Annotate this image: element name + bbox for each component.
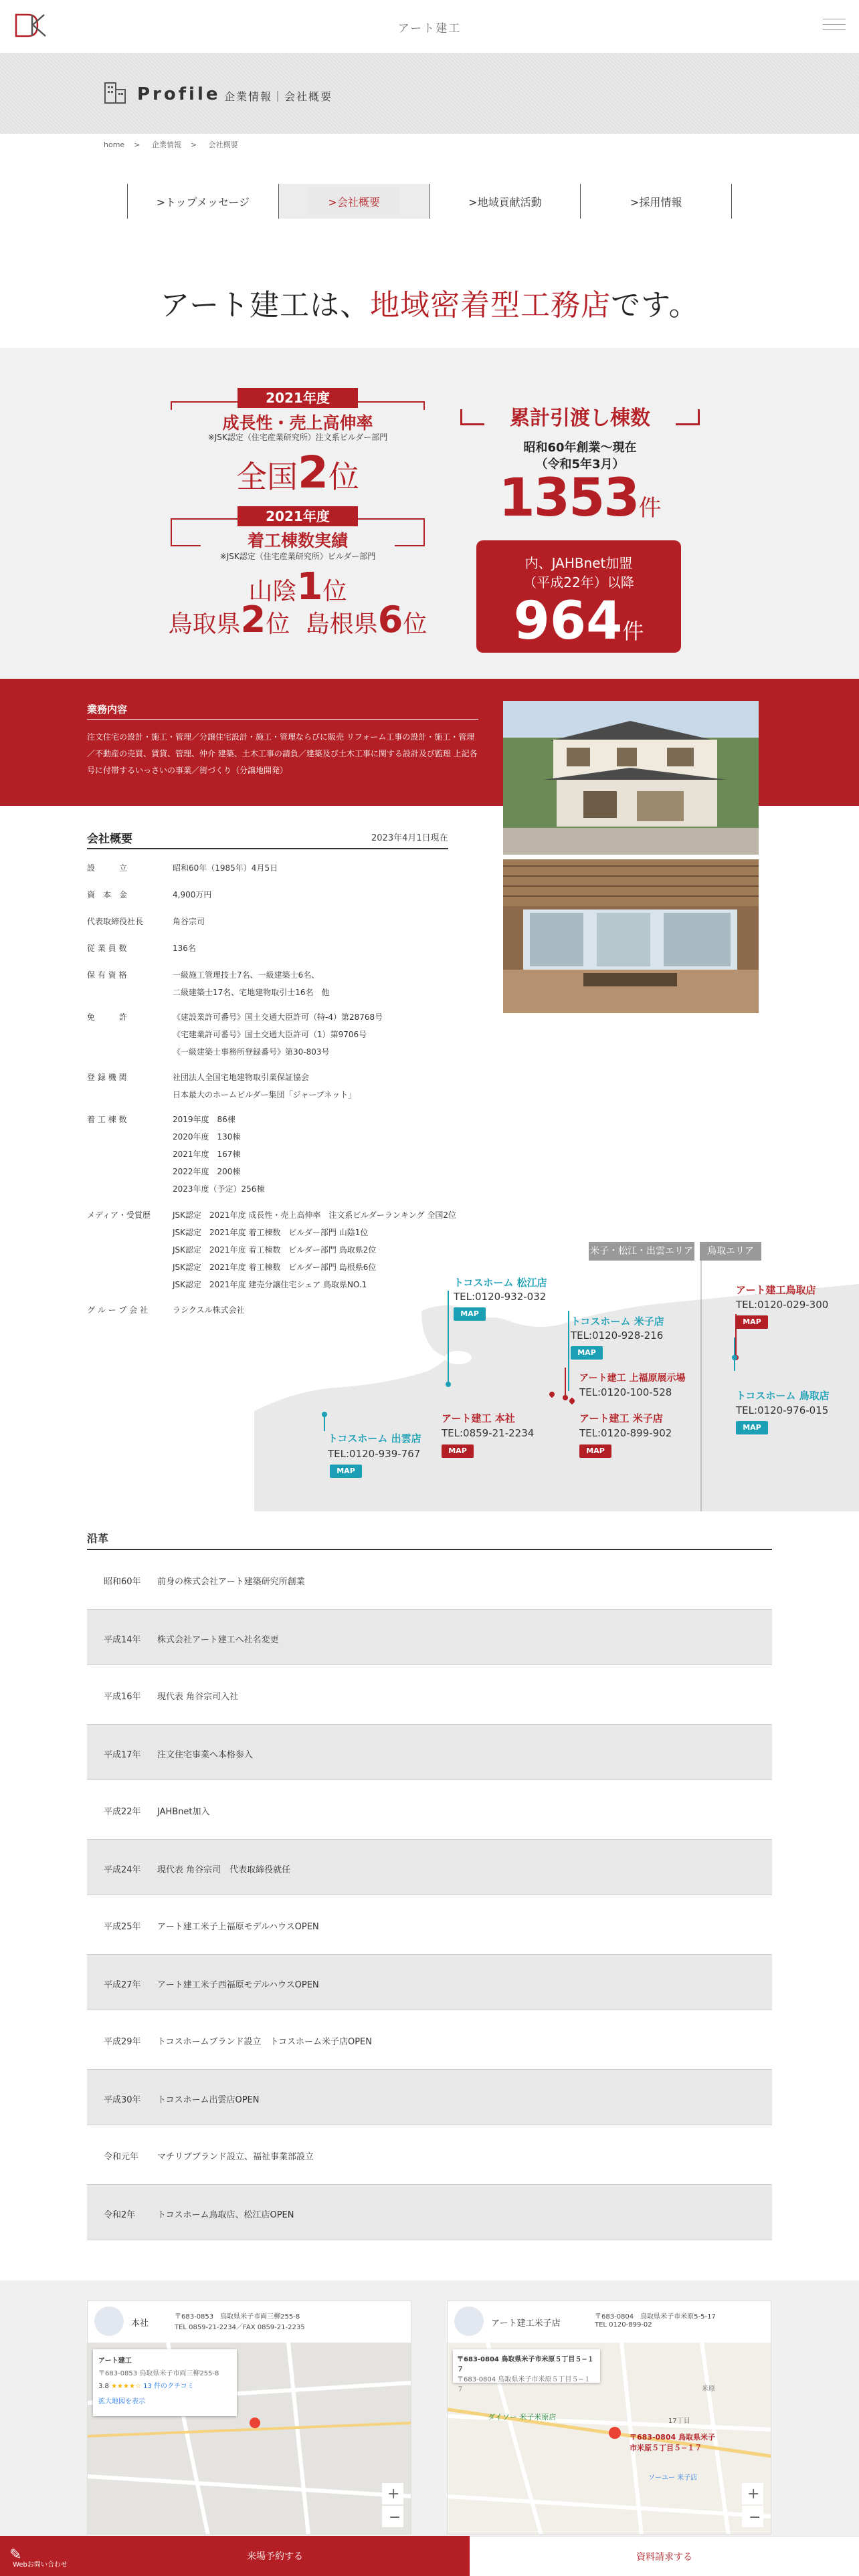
- office-name: 本社: [131, 2319, 149, 2329]
- jahbnet-label: 内、JAHBnet加盟: [524, 555, 633, 571]
- rank1-year: 2021年度: [237, 388, 358, 408]
- store-tel-tottori-art[interactable]: TEL:0120-029-300: [736, 1299, 829, 1311]
- store-name-izumo[interactable]: トコスホーム 出雲店: [328, 1432, 421, 1444]
- history-row: 平成29年 トコスホームブランド設立 トコスホーム米子店OPEN: [104, 2037, 372, 2047]
- cumulative-count: 1353件: [498, 468, 662, 528]
- map-poi: 17丁目: [668, 2418, 690, 2425]
- site-title[interactable]: アート建工: [397, 22, 462, 35]
- rank2-year: 2021年度: [237, 506, 358, 526]
- breadcrumb-corporate[interactable]: 企業情報: [151, 140, 181, 149]
- main-headline: アート建工は、地域密着型工務店です。: [160, 288, 699, 322]
- office-card-yonago: [447, 2300, 771, 2535]
- history-row: 令和元年 マチリブブランド設立、福祉事業部設立: [104, 2152, 314, 2162]
- map-poi: ソーユー 米子店: [648, 2474, 698, 2482]
- request-materials-button[interactable]: 資料請求する: [470, 2536, 859, 2576]
- tab-recruit[interactable]: >採用情報: [580, 184, 732, 219]
- history-row: 平成30年 トコスホーム出雲店OPEN: [87, 2069, 772, 2125]
- store-tel-tottori-tocos[interactable]: TEL:0120-976-015: [736, 1404, 829, 1416]
- map-button-tottori-tocos[interactable]: MAP: [736, 1421, 768, 1434]
- tab-community[interactable]: >地域貢献活動: [430, 184, 581, 219]
- footer-action-bar: [0, 2536, 859, 2576]
- store-tel-izumo[interactable]: TEL:0120-939-767: [328, 1448, 421, 1460]
- store-name-honsha[interactable]: アート建工 本社: [442, 1412, 515, 1424]
- company-title: 会社概要: [87, 833, 132, 846]
- office-tel: TEL 0859-21-2234／FAX 0859-21-2235: [175, 2324, 305, 2331]
- business-text: 注文住宅の設計・施工・管理／分譲住宅設計・施工・管理ならびに販売 リフォーム工事の設計・施工・管理／不動産の売買、賃貸、管理、仲介 建築、土木工事の請負／建築及び土木工事に関する設計及び監理 上記各号に付帯するいっさいの事業／街づくり（分譲地開発）: [87, 732, 478, 775]
- page-subtitle: 企業情報｜会社概要: [224, 90, 333, 103]
- rank1-note: ※JSK認定（住宅産業研究所）注文系ビルダー部門: [207, 433, 388, 442]
- rank2-note: ※JSK認定（住宅産業研究所）ビルダー部門: [219, 552, 376, 561]
- phone-icon: ✎: [9, 2547, 22, 2563]
- rank1-value: 全国2位: [236, 447, 359, 498]
- breadcrumb-current: 会社概要: [208, 140, 238, 149]
- map-button-izumo[interactable]: MAP: [330, 1465, 362, 1478]
- store-tel-matsue[interactable]: TEL:0120-932-032: [454, 1291, 547, 1303]
- store-name-tottori-tocos[interactable]: トコスホーム 鳥取店: [736, 1390, 830, 1402]
- building-icon: [454, 2306, 484, 2336]
- map-card-title: 〒683-0804 鳥取県米子市米原５丁目５−１７: [457, 2356, 594, 2373]
- map-card-address: 〒683-0804 鳥取県米子市米原５丁目５−１７: [457, 2376, 591, 2393]
- svg-text:+: +: [387, 2486, 400, 2502]
- map-button-yonago-art[interactable]: MAP: [579, 1444, 611, 1458]
- breadcrumb: home > 企業情報 > 会社概要: [104, 140, 238, 149]
- rank2-line1: 山陰1位: [248, 565, 347, 609]
- history-title: 沿革: [87, 1532, 109, 1545]
- page-title: Profile: [137, 84, 221, 104]
- map-button-yonago-tocos[interactable]: MAP: [571, 1346, 603, 1360]
- building-icon: [94, 2306, 124, 2336]
- site-header: [0, 0, 859, 53]
- store-name-yonago-art[interactable]: アート建工 米子店: [579, 1412, 663, 1424]
- store-name-kamifukuhara[interactable]: アート建工 上福原展示場: [579, 1373, 686, 1384]
- store-name-matsue[interactable]: トコスホーム 松江店: [454, 1277, 547, 1289]
- history-row: 平成27年 アート建工米子西福原モデルハウスOPEN: [87, 1954, 772, 2010]
- map-card-title: アート建工: [98, 2357, 132, 2365]
- jahbnet-box: [476, 540, 681, 653]
- history-row: 令和2年 トコスホーム鳥取店、松江店OPEN: [87, 2184, 772, 2240]
- breadcrumb-home[interactable]: home: [104, 140, 125, 149]
- office-name: アート建工米子店: [491, 2319, 561, 2329]
- store-tel-yonago-tocos[interactable]: TEL:0120-928-216: [571, 1329, 664, 1341]
- svg-text:+: +: [747, 2486, 760, 2502]
- history-row: 平成24年 現代表 角谷宗司 代表取締役就任: [87, 1839, 772, 1895]
- history-row: 平成22年 JAHBnet加入: [104, 1807, 210, 1817]
- web-contact-button[interactable]: ✎ Webお問い合わせ: [0, 2536, 80, 2576]
- store-tel-honsha[interactable]: TEL:0859-21-2234: [442, 1427, 535, 1439]
- area-tag-yonago: 米子・松江・出雲エリア: [589, 1242, 694, 1261]
- rank2-title: 着工棟数実績: [201, 528, 395, 552]
- tab-top-message[interactable]: >トップメッセージ: [127, 184, 278, 219]
- map-card-address: 〒683-0853 鳥取県米子市両三柳255-8: [98, 2370, 219, 2377]
- rank2-line2: 鳥取県2位 島根県6位: [168, 599, 427, 641]
- map-button-honsha[interactable]: MAP: [442, 1444, 474, 1458]
- svg-text:−: −: [389, 2509, 401, 2526]
- cumulative-date: （令和5年3月）: [535, 457, 625, 471]
- map-pin-label: 〒683-0804 鳥取県米子 市米原５丁目５−１７: [630, 2433, 715, 2452]
- menu-icon[interactable]: [823, 19, 846, 32]
- history-row: 昭和60年 前身の株式会社アート建築研究所創業: [104, 1577, 305, 1587]
- store-name-yonago-tocos[interactable]: トコスホーム 米子店: [571, 1315, 664, 1327]
- rank1-title: 成長性・売上高伸率: [171, 410, 425, 434]
- map-card-rating: 3.8 ★★★★☆ 13 件のクチコミ: [98, 2383, 194, 2390]
- office-card-honsha: [87, 2300, 411, 2535]
- office-tel: TEL 0120-899-02: [595, 2321, 652, 2329]
- history-row: 平成16年 現代表 角谷宗司入社: [104, 1692, 239, 1702]
- cumulative-title: 累計引渡し棟数: [510, 407, 650, 430]
- history-row: 平成25年 アート建工米子上福原モデルハウスOPEN: [104, 1922, 319, 1932]
- map-poi: 米原: [702, 2385, 715, 2393]
- house-interior-photo: [503, 859, 759, 1013]
- store-name-tottori-art[interactable]: アート建工鳥取店: [736, 1284, 816, 1296]
- cumulative-since: 昭和60年創業～現在: [523, 441, 637, 455]
- house-exterior-photo: [503, 701, 759, 855]
- jahbnet-since: （平成22年）以降: [523, 574, 634, 591]
- history-divider: [87, 1549, 772, 1550]
- visit-reservation-button[interactable]: 来場予約する: [80, 2536, 470, 2576]
- map-button-tottori-art[interactable]: MAP: [736, 1315, 768, 1329]
- map-poi: ダイソー 米子米原店: [488, 2413, 557, 2422]
- svg-text:−: −: [749, 2509, 761, 2526]
- business-title: 業務内容: [87, 704, 128, 716]
- building-icon: [104, 82, 126, 104]
- history-row: 平成17年 注文住宅事業へ本格参入: [87, 1724, 772, 1780]
- office-address: 〒683-0804 鳥取県米子市米原5-5-17: [595, 2313, 716, 2321]
- sub-nav-tabs: [127, 184, 732, 219]
- map-info-card: [453, 2349, 600, 2393]
- history-row: 平成14年 株式会社アート建工へ社名変更: [87, 1609, 772, 1665]
- jahbnet-count: 964件: [513, 591, 644, 651]
- map-card-link[interactable]: 拡大地図を表示: [98, 2398, 145, 2405]
- map-info-card: [93, 2349, 237, 2416]
- company-date: 2023年4月1日現在: [371, 833, 448, 843]
- office-address: 〒683-0853 鳥取県米子市両三柳255-8: [175, 2313, 300, 2321]
- company-divider: [87, 848, 448, 849]
- area-tag-tottori: 鳥取エリア: [700, 1242, 761, 1261]
- page-banner: [0, 53, 859, 134]
- store-tel-yonago-art[interactable]: TEL:0120-899-902: [579, 1427, 672, 1439]
- business-divider: [87, 719, 478, 720]
- tab-company-overview[interactable]: >会社概要: [278, 184, 430, 219]
- map-button-matsue[interactable]: MAP: [454, 1307, 486, 1321]
- store-tel-kamifukuhara[interactable]: TEL:0120-100-528: [579, 1386, 672, 1398]
